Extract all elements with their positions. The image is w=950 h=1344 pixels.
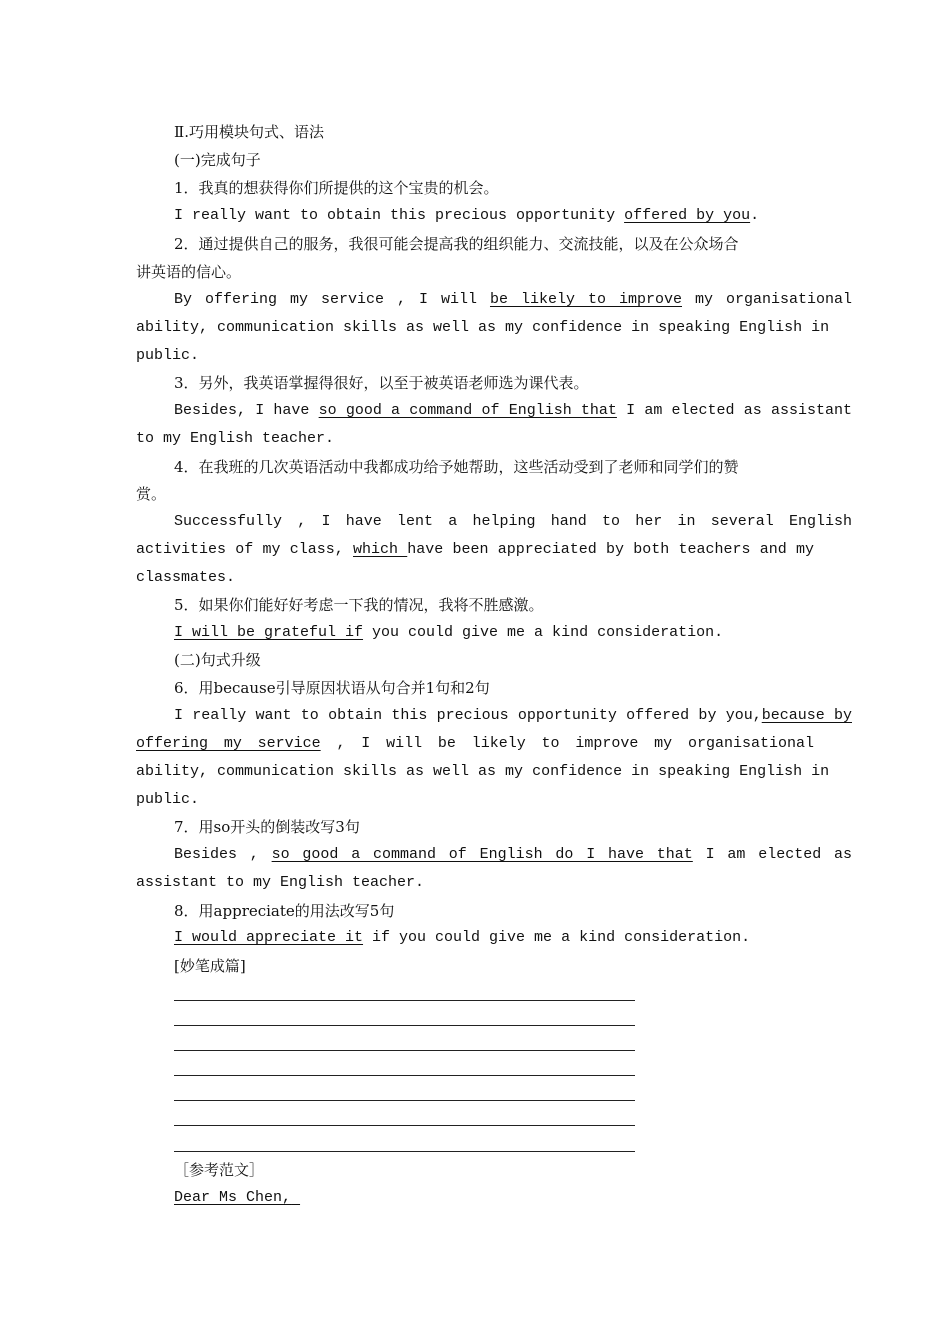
item6-answer-part1: because by <box>761 707 852 724</box>
item3-text: Besides, I have <box>174 402 319 419</box>
item6-english-line2 <box>136 730 814 758</box>
item1-english <box>136 202 852 230</box>
item6-english-line3: ability, communication skills as well as my confidence in speaking English in <box>136 763 830 780</box>
item4-chinese-line2: 赏。 <box>136 485 167 503</box>
writing-line[interactable] <box>174 1025 635 1026</box>
item4-english-line1: Successfully , I have lent a helping hand to her in several English <box>174 513 852 530</box>
item1-text: I really want to obtain this precious opportunity <box>174 207 625 224</box>
item8-english <box>136 924 852 952</box>
item8-answer: I would appreciate it <box>174 929 364 946</box>
item2-english-line1 <box>136 286 852 314</box>
writing-line[interactable] <box>174 1000 635 1001</box>
item5-english <box>136 619 852 647</box>
item6-chinese: 6．用because引导原因状语从句合并1句和2句 <box>174 679 490 697</box>
item2-text-end: my organisational <box>682 291 853 308</box>
item4-text-end: have been appreciated by both teachers and my <box>407 541 814 558</box>
part1-heading: (一)完成句子 <box>174 151 261 169</box>
item4-text: activities of my class, <box>136 541 353 558</box>
reference-salutation: Dear Ms Chen, <box>174 1189 292 1206</box>
item2-english-line3: public. <box>136 347 200 364</box>
item4-english-line2 <box>136 536 814 564</box>
item2-chinese-line2: 讲英语的信心。 <box>136 263 242 281</box>
item6-english-line1 <box>136 702 852 730</box>
item7-text-end: I am elected as <box>692 846 853 863</box>
item3-english-line1 <box>136 397 852 425</box>
reference-salutation-line <box>136 1184 852 1212</box>
item4-english-line3: classmates. <box>136 569 236 586</box>
writing-line[interactable] <box>174 1075 635 1076</box>
item3-text-end: I am elected as assistant <box>616 402 852 419</box>
item3-answer: so good a command of English that <box>318 402 617 419</box>
item3-chinese: 3．另外，我英语掌握得很好，以至于被英语老师选为课代表。 <box>174 374 589 392</box>
item6-text: I really want to obtain this precious opportunity offered by you, <box>174 707 762 724</box>
item7-english-line1 <box>136 841 852 869</box>
item1-answer: offered by you <box>624 207 751 224</box>
item5-chinese: 5．如果你们能好好考虑一下我的情况，我将不胜感激。 <box>174 596 544 614</box>
item4-answer: which <box>353 541 408 558</box>
item2-answer: be likely to improve <box>489 291 682 308</box>
item2-chinese-line1: 2．通过提供自己的服务，我很可能会提高我的组织能力、交流技能，以及在公众场合 <box>174 235 739 253</box>
writing-line[interactable] <box>174 1151 635 1152</box>
writing-line[interactable] <box>174 1100 635 1101</box>
salutation-underline-tail <box>291 1189 300 1206</box>
part2-heading: (二)句式升级 <box>174 651 261 669</box>
item7-answer: so good a command of English do I have that <box>271 846 693 863</box>
item7-text: Besides , <box>174 846 272 863</box>
item6-text-end: , I will be likely to improve my organisational <box>320 735 815 752</box>
item2-english-line2: ability, communication skills as well as my confidence in speaking English in <box>136 319 830 336</box>
writing-line[interactable] <box>174 1125 635 1126</box>
item8-text-end: if you could give me a kind consideration. <box>363 929 751 946</box>
item3-english-line2: to my English teacher. <box>136 430 335 447</box>
writing-line[interactable] <box>174 1050 635 1051</box>
item2-text: By offering my service , I will <box>174 291 490 308</box>
item6-english-line4: public. <box>136 791 200 808</box>
item4-chinese-line1: 4．在我班的几次英语活动中我都成功给予她帮助，这些活动受到了老师和同学们的赞 <box>174 458 739 476</box>
item8-chinese: 8．用appreciate的用法改写5句 <box>174 902 395 920</box>
item6-answer-part2: offering my service <box>136 735 321 752</box>
item5-answer: I will be grateful if <box>174 624 364 641</box>
item7-chinese: 7．用so开头的倒装改写3句 <box>174 818 360 836</box>
section-title: Ⅱ.巧用模块句式、语法 <box>174 123 324 141</box>
writing-heading: [妙笔成篇] <box>174 957 246 975</box>
item7-english-line2: assistant to my English teacher. <box>136 874 425 891</box>
item1-chinese: 1．我真的想获得你们所提供的这个宝贵的机会。 <box>174 179 499 197</box>
reference-heading: ［参考范文］ <box>174 1161 265 1179</box>
item1-text-end: . <box>750 207 760 224</box>
item5-text-end: you could give me a kind consideration. <box>363 624 724 641</box>
